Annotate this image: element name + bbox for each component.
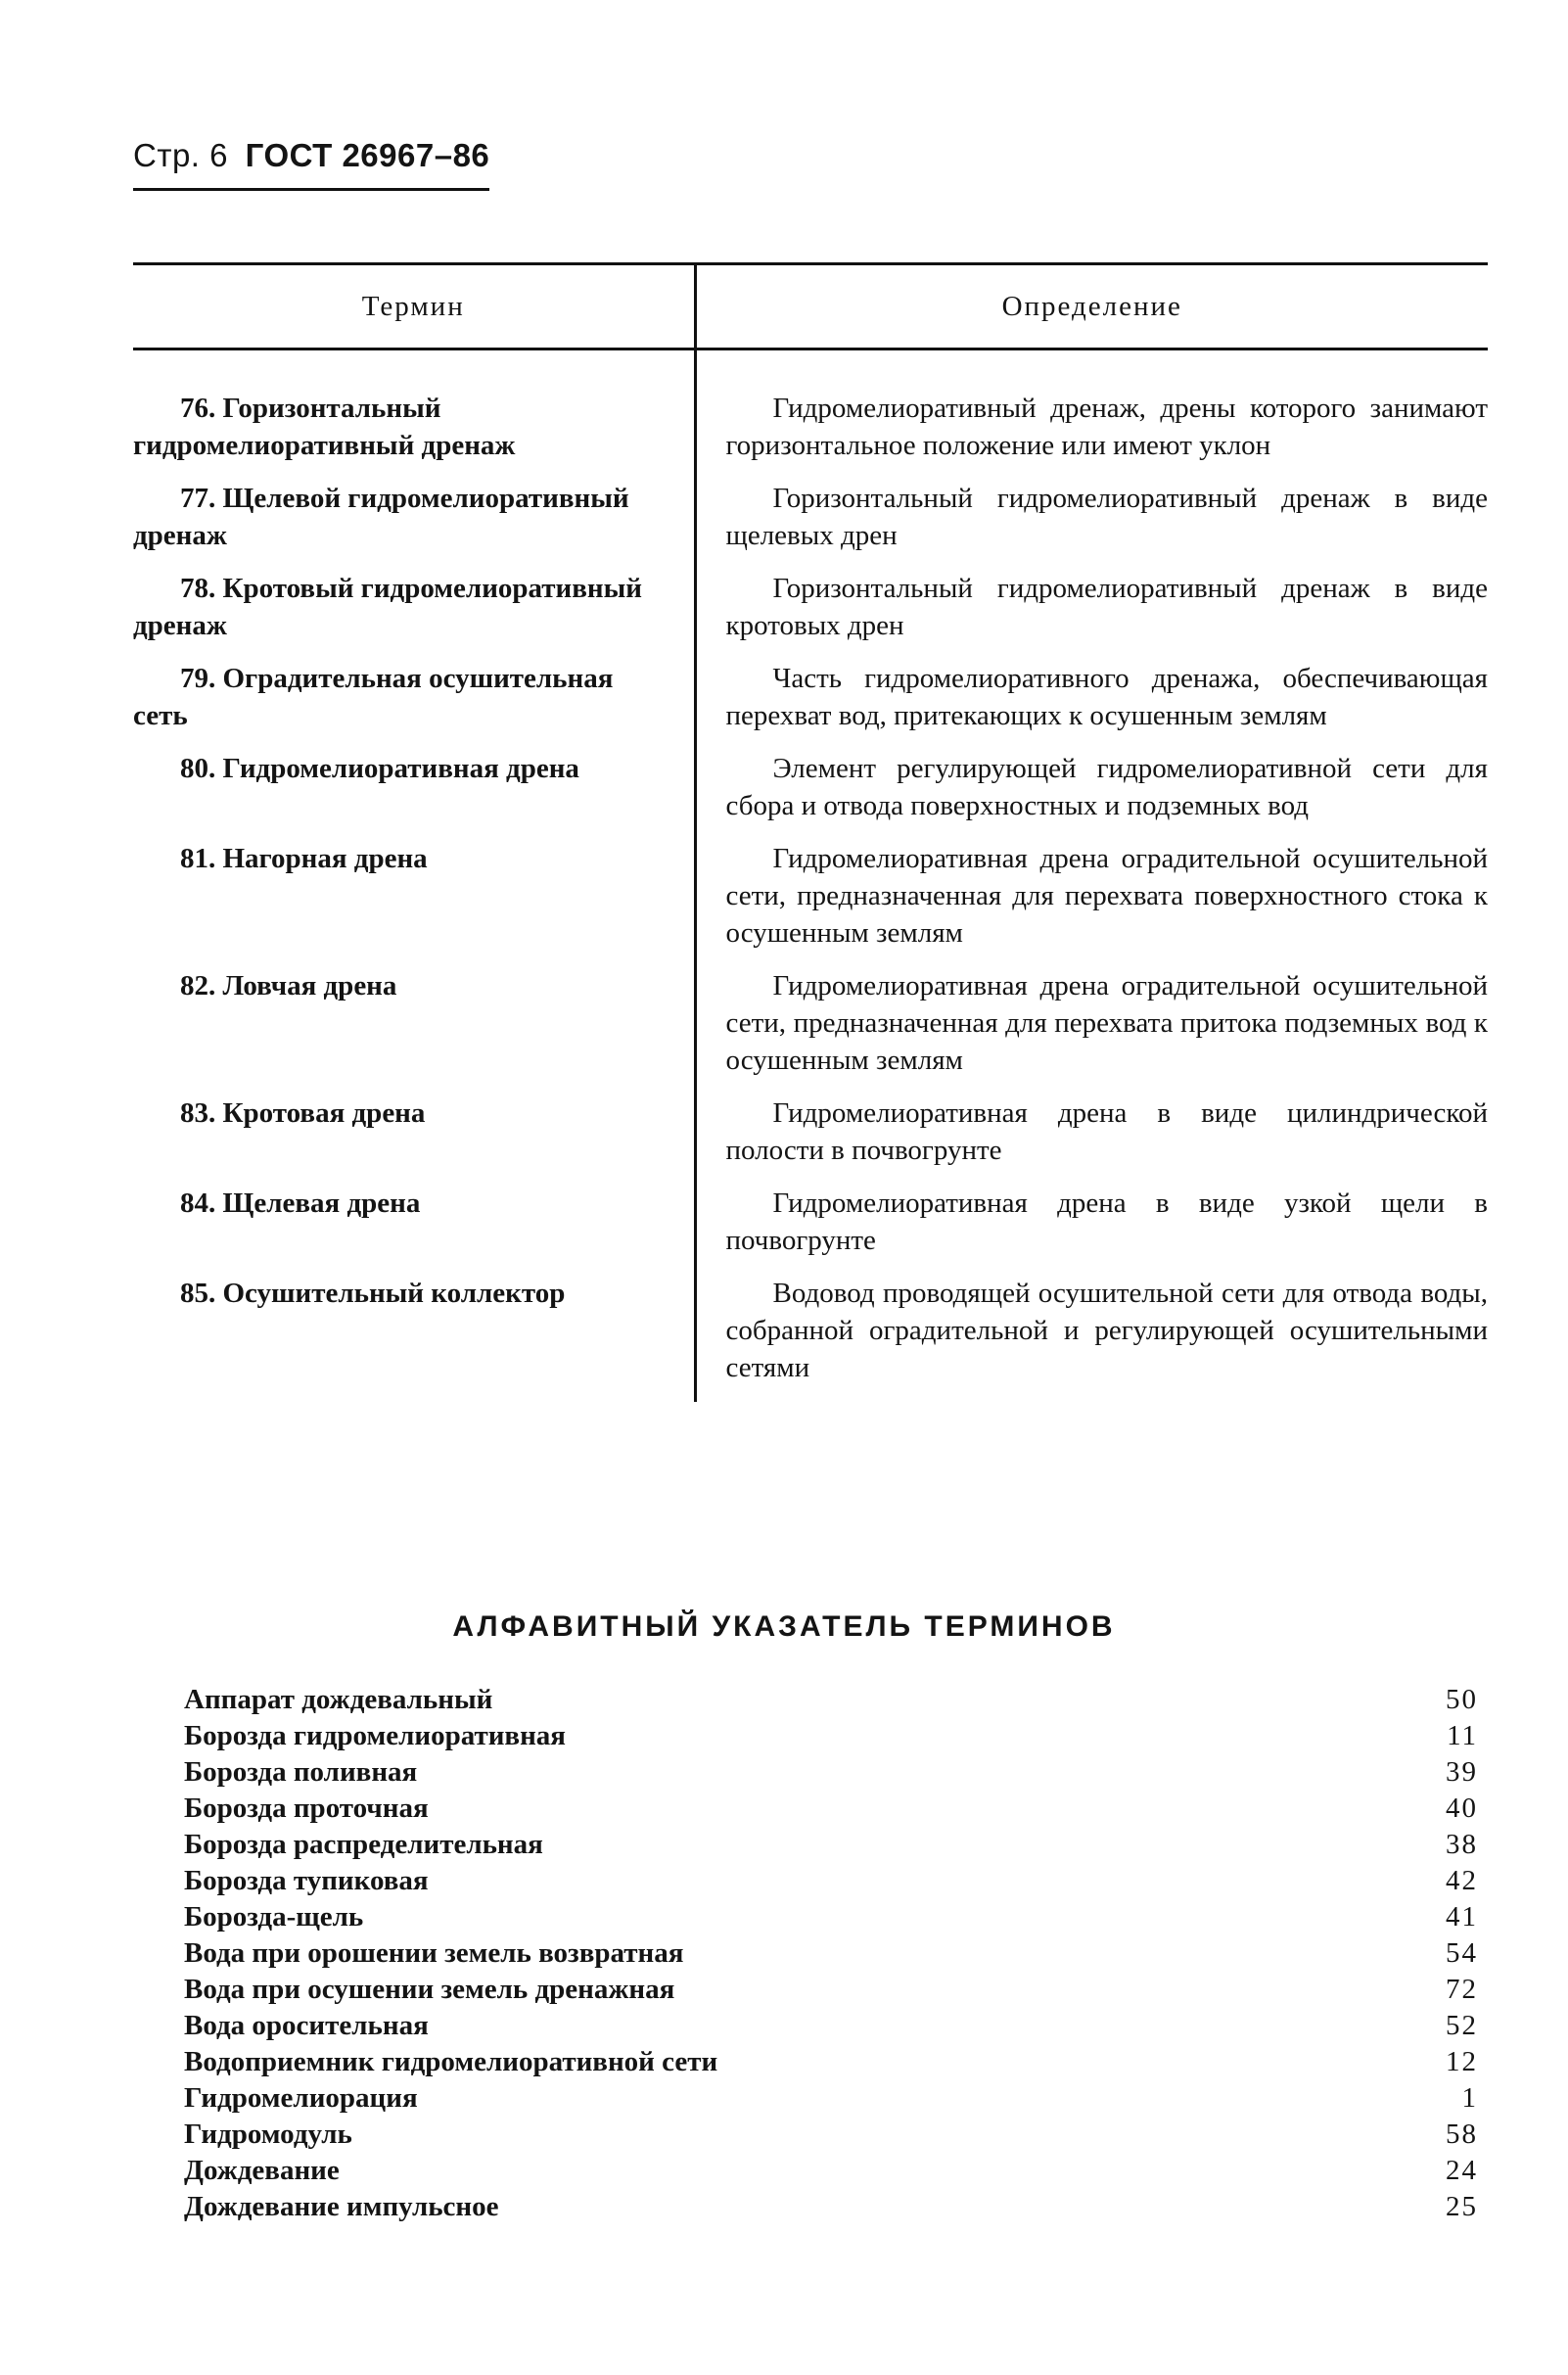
index-entry — [184, 1682, 1478, 1718]
index-term: Борозда поливная — [184, 1756, 418, 1788]
index-term: Вода при орошении земель возвратная — [184, 1937, 684, 1969]
index-title: АЛФАВИТНЫЙ УКАЗАТЕЛЬ ТЕРМИНОВ — [452, 1610, 1116, 1643]
index-number: 54 — [1446, 1937, 1478, 1969]
index-entry — [184, 1827, 1478, 1863]
page-label: Стр. 6 — [133, 137, 228, 173]
table-row — [133, 967, 1488, 1094]
index-entry — [184, 2153, 1478, 2189]
term-cell: 84. Щелевая дрена — [133, 1185, 695, 1275]
index-entry — [184, 2080, 1478, 2117]
table-row — [133, 750, 1488, 840]
index-term: Гидромелиорация — [184, 2082, 418, 2114]
definition-cell: Гидромелиоративная дрена в виде узкой щели в почвогрунте — [725, 1188, 1488, 1256]
index-term: Борозда проточная — [184, 1793, 429, 1824]
term-cell: 81. Нагорная дрена — [133, 840, 695, 967]
index-entry — [184, 1972, 1478, 2008]
index-number: 72 — [1446, 1974, 1478, 2005]
index-entry — [184, 1718, 1478, 1754]
index-number: 24 — [1446, 2155, 1478, 2186]
standard-number: ГОСТ 26967–86 — [245, 137, 490, 173]
index-entry — [184, 1863, 1478, 1899]
index-number: 1 — [1461, 2082, 1478, 2114]
index-number: 50 — [1446, 1684, 1478, 1715]
index-term: Вода оросительная — [184, 2010, 429, 2041]
term-cell: 76. Горизонтальный гидромелиоративный дренаж — [133, 349, 695, 481]
index-entry — [184, 1791, 1478, 1827]
term-cell: 78. Кротовый гидромелиоративный дренаж — [133, 570, 695, 660]
index-number: 38 — [1446, 1829, 1478, 1860]
table-row — [133, 840, 1488, 967]
term-cell: 77. Щелевой гидромелиоративный дренаж — [133, 480, 695, 570]
index-entry — [184, 1899, 1478, 1935]
term-cell: 82. Ловчая дрена — [133, 967, 695, 1094]
index-term: Борозда тупиковая — [184, 1865, 429, 1896]
table-row — [133, 660, 1488, 750]
index-term: Дождевание — [184, 2155, 340, 2186]
index-term: Вода при осушении земель дренажная — [184, 1974, 675, 2005]
table-header-row — [133, 264, 1488, 349]
index-term: Борозда-щель — [184, 1901, 364, 1933]
index-term: Борозда распределительная — [184, 1829, 543, 1860]
index-entry — [184, 2044, 1478, 2080]
index-term: Дождевание импульсное — [184, 2191, 499, 2222]
term-cell: 85. Осушительный коллектор — [133, 1275, 695, 1402]
definition-cell: Гидромелиоративная дрена в виде цилиндрической полости в почвогрунте — [725, 1097, 1488, 1166]
page-header — [133, 137, 489, 191]
definition-cell: Водовод проводящей осушительной сети для отвода воды, собранной оградительной и регулирующей осушительными сетями — [725, 1278, 1488, 1383]
index-entry — [184, 2117, 1478, 2153]
term-cell: 80. Гидромелиоративная дрена — [133, 750, 695, 840]
table-row — [133, 1185, 1488, 1275]
definition-cell: Горизонтальный гидромелиоративный дренаж в виде кротовых дрен — [725, 573, 1488, 641]
alphabetical-index — [184, 1682, 1478, 2225]
index-number: 11 — [1447, 1720, 1478, 1751]
term-cell: 79. Оградительная осушительная сеть — [133, 660, 695, 750]
definition-cell: Гидромелиоративный дренаж, дрены которого занимают горизонтальное положение или имеют уклон — [725, 393, 1488, 461]
table-row — [133, 570, 1488, 660]
index-number: 52 — [1446, 2010, 1478, 2041]
index-entry — [184, 2008, 1478, 2044]
index-number: 41 — [1446, 1901, 1478, 1933]
column-header-term: Термин — [133, 264, 695, 349]
table-row — [133, 1275, 1488, 1402]
index-term: Борозда гидромелиоративная — [184, 1720, 566, 1751]
definition-cell: Гидромелиоративная дрена оградительной осушительной сети, предназначенная для перехвата притока подземных вод к осушенным землям — [725, 970, 1488, 1076]
index-entry — [184, 1754, 1478, 1791]
terms-table — [133, 262, 1488, 1402]
definition-cell: Элемент регулирующей гидромелиоративной сети для сбора и отвода поверхностных и подземных вод — [725, 753, 1488, 821]
term-cell: 83. Кротовая дрена — [133, 1094, 695, 1185]
index-number: 40 — [1446, 1793, 1478, 1824]
index-term: Водоприемник гидромелиоративной сети — [184, 2046, 718, 2077]
definition-cell: Часть гидромелиоративного дренажа, обеспечивающая перехват вод, притекающих к осушенным землям — [725, 663, 1488, 731]
index-number: 42 — [1446, 1865, 1478, 1896]
index-number: 12 — [1446, 2046, 1478, 2077]
table-row — [133, 1094, 1488, 1185]
table-row — [133, 349, 1488, 481]
column-header-definition: Определение — [1001, 290, 1182, 322]
index-entry — [184, 2189, 1478, 2225]
index-entry — [184, 1935, 1478, 1972]
index-term: Аппарат дождевальный — [184, 1684, 493, 1715]
index-term: Гидромодуль — [184, 2119, 352, 2150]
definition-cell: Гидромелиоративная дрена оградительной осушительной сети, предназначенная для перехвата поверхностного стока к осушенным землям — [725, 843, 1488, 949]
table-row — [133, 480, 1488, 570]
definition-cell: Горизонтальный гидромелиоративный дренаж в виде щелевых дрен — [725, 483, 1488, 551]
index-number: 58 — [1446, 2119, 1478, 2150]
index-number: 25 — [1446, 2191, 1478, 2222]
index-number: 39 — [1446, 1756, 1478, 1788]
